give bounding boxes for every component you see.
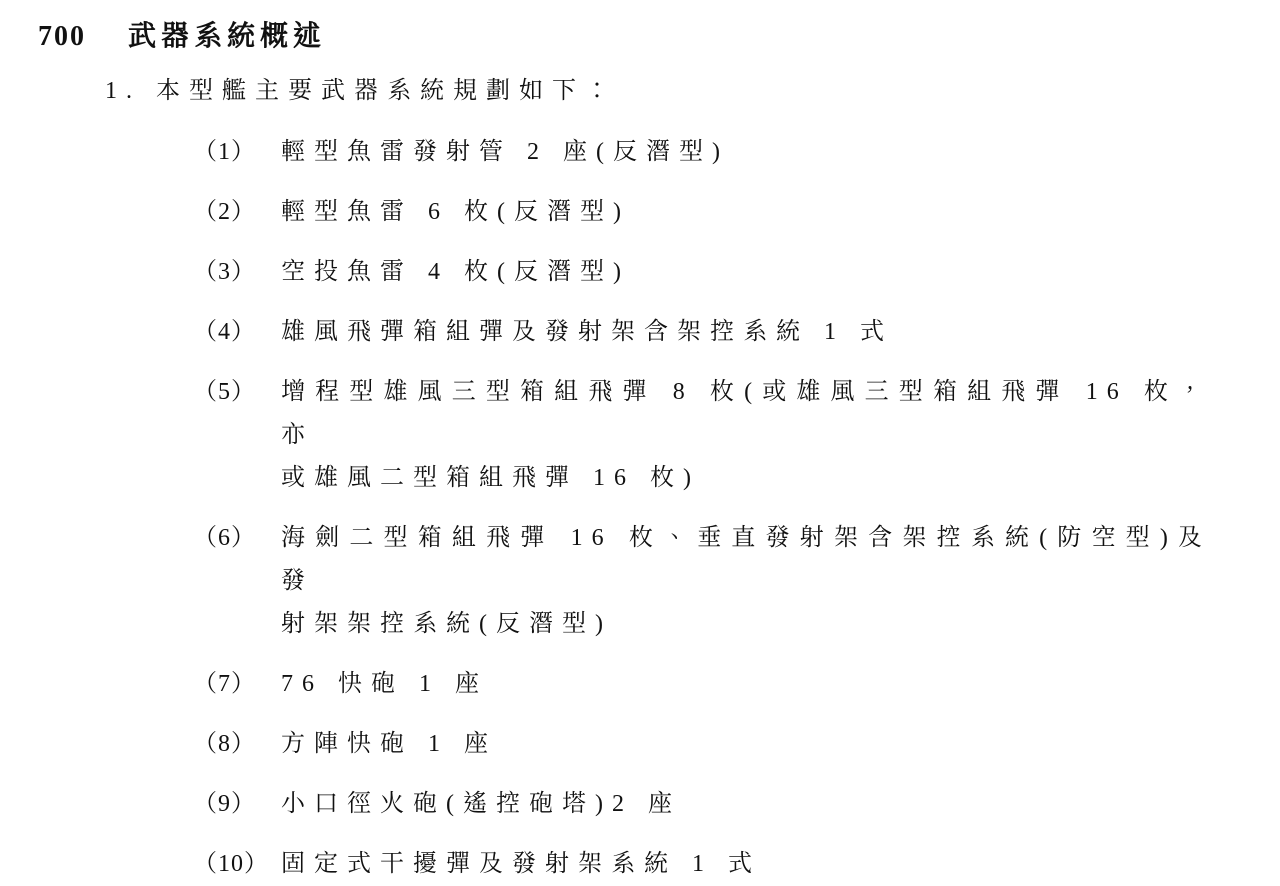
- item-text-line: 空投魚雷 4 枚(反潛型): [281, 259, 630, 285]
- item-number: （1）: [193, 139, 256, 165]
- list-item: [193, 517, 1280, 646]
- item-text: [281, 311, 1211, 354]
- list-item: [193, 723, 1280, 766]
- item-text: [281, 843, 1211, 886]
- item-number: （9）: [193, 791, 256, 817]
- item-text-line: 小口徑火砲(遙控砲塔)2 座: [281, 791, 681, 817]
- weapons-list: [193, 131, 1280, 886]
- item-text-line: 雄風飛彈箱組彈及發射架含架控系統 1 式: [281, 319, 893, 345]
- list-item: [193, 663, 1280, 706]
- list-item: [193, 311, 1280, 354]
- item-text-line: 方陣快砲 1 座: [281, 731, 497, 757]
- list-item: [193, 251, 1280, 294]
- item-number: （8）: [193, 731, 256, 757]
- list-item: [193, 131, 1280, 174]
- item-text-line: 海劍二型箱組飛彈 16 枚、垂直發射架含架控系統(防空型)及發: [281, 525, 1211, 594]
- item-text: [281, 131, 1211, 174]
- item-text: [281, 251, 1211, 294]
- item-text: [281, 191, 1211, 234]
- item-text-line: 輕型魚雷 6 枚(反潛型): [281, 199, 630, 225]
- list-item: [193, 371, 1280, 500]
- item-number: （7）: [193, 671, 256, 697]
- item-text-line: 76 快砲 1 座: [281, 671, 488, 697]
- item-text-line: 射架架控系統(反潛型): [281, 611, 612, 637]
- item-number: （5）: [193, 379, 256, 405]
- list-item: [193, 843, 1280, 886]
- item-number: （6）: [193, 525, 256, 551]
- item-text: [281, 663, 1211, 706]
- list-item: [193, 783, 1280, 826]
- item-text-line: 增程型雄風三型箱組飛彈 8 枚(或雄風三型箱組飛彈 16 枚，亦: [281, 379, 1211, 448]
- item-text-line: 固定式干擾彈及發射架系統 1 式: [281, 851, 761, 877]
- item-text-line: 或雄風二型箱組飛彈 16 枚): [281, 465, 700, 491]
- item-number: （10）: [193, 851, 269, 877]
- intro-line: 1. 本型艦主要武器系統規劃如下：: [105, 78, 618, 104]
- item-text-line: 輕型魚雷發射管 2 座(反潛型): [281, 139, 729, 165]
- list-item: [193, 191, 1280, 234]
- item-text: [281, 723, 1211, 766]
- item-text: [281, 371, 1211, 500]
- section-heading: [38, 14, 1280, 59]
- item-number: （2）: [193, 199, 256, 225]
- page-title: 武器系統概述: [128, 21, 327, 52]
- section-number: 700: [38, 21, 86, 52]
- item-number: （3）: [193, 259, 256, 285]
- item-text: [281, 783, 1211, 826]
- item-number: （4）: [193, 319, 256, 345]
- item-text: [281, 517, 1211, 646]
